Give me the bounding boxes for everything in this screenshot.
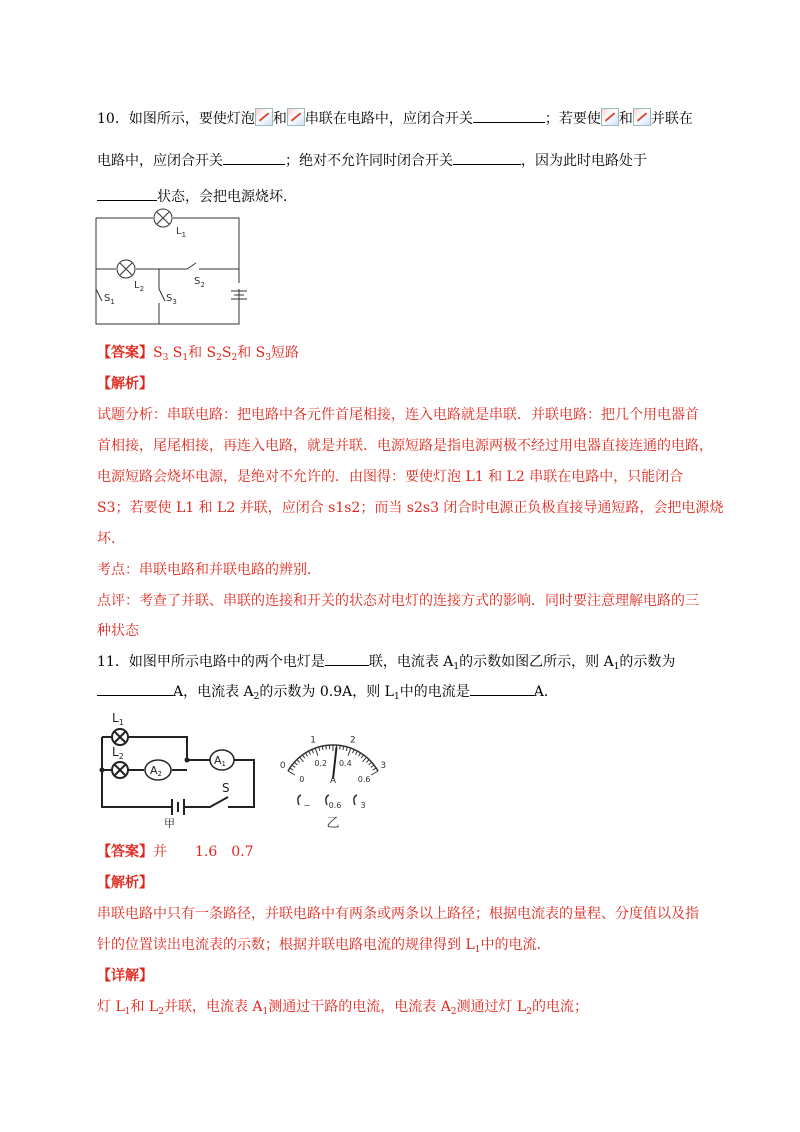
q10-text: ；绝对不允许同时闭合开关 (285, 153, 453, 169)
dial-tick (292, 765, 295, 767)
q10-analysis-line: S3；若要使 L1 和 L2 并联，应闭合 s1s2；而当 s2s3 闭合时电源正负极直接导通短路，会把电源烧 (97, 500, 724, 516)
q10-analysis-line: 试题分析：串联电路：把电路中各元件首尾相接，连入电路就是串联．并联电路：把几个用电器首 (97, 407, 699, 423)
q11-detail-line: 灯 $L_1$和 $L_2$并联，电流表 $A_1$测通过干路的电流，电流表 $A_2$测通过灯 $L_2$的电流； (97, 999, 589, 1017)
svg-text:甲: 甲 (164, 817, 175, 830)
dial-tick (290, 768, 293, 770)
terminal-icon (298, 795, 301, 805)
dial-tick (294, 762, 297, 765)
dial-tick (348, 748, 351, 756)
dial-tick (358, 753, 360, 756)
q10-text: 电路中，应闭合开关 (97, 153, 223, 169)
svg-text:A1: A1 (214, 754, 226, 768)
svg-text:A2: A2 (150, 764, 162, 778)
dial-tick (369, 762, 372, 765)
q11-line-2: A，电流表 $A_2$的示数为 0.9A，则 $L_1$中的电流是 A． (97, 681, 558, 707)
dial-tick (356, 751, 358, 755)
q10-text: 状态，会把电源烧坏． (157, 189, 297, 205)
q11-analysis-line: 串联电路中只有一条路径，并联电路中有两条或两条以上路径；根据电流表的量程、分度值以及指 (97, 906, 699, 922)
lamp-image-icon (287, 108, 305, 126)
svg-text:L2: $L_2$ (134, 280, 145, 293)
terminal-label: 3 (360, 801, 366, 810)
q10-line-2 (97, 150, 647, 171)
svg-text:L1: $L_1$ (112, 711, 124, 727)
dial-tick (353, 749, 355, 753)
dial-tick (300, 757, 304, 762)
q11-line-1: 11．如图甲所示电路中的两个电灯是 联，电流表 $A_1$的示数如图乙所示，则 $A_1$的示数为 (97, 651, 675, 677)
q10-analysis-line: 首相接，尾尾相接，再连入电路，就是并联．电源短路是指电源两极不经过用电器直接连通的电路， (97, 438, 713, 454)
dial-tick (315, 748, 318, 756)
figure-caption: 乙 (326, 816, 340, 830)
minor-tick-label: 0 (299, 775, 305, 784)
answer-blank (97, 186, 157, 201)
q10-line-3 (97, 186, 297, 207)
answer-blank (97, 681, 173, 696)
answer-blank (473, 108, 545, 123)
minor-tick-label: 0.4 (338, 759, 352, 769)
q11-analysis-label: 【解析】 (97, 875, 153, 891)
terminal-label: − (303, 801, 311, 810)
major-tick-label: 2 (349, 735, 356, 746)
svg-text:S2: $S_2$ (194, 276, 205, 289)
answer-blank (325, 651, 369, 666)
q10-text: 和 (618, 111, 633, 127)
answer-blank (470, 681, 534, 696)
svg-text:S: S (222, 781, 230, 795)
q11-answer: 【答案】并 1.6 0.7 (97, 844, 254, 860)
q10-circuit-diagram (90, 205, 250, 327)
q11-figure-jia (92, 705, 262, 830)
q10-analysis-line: 种状态 (97, 623, 139, 639)
q10-analysis-line: 点评：考查了并联、串联的连接和开关的状态对电灯的连接方式的影响．同时要注意理解电路的三 (97, 593, 699, 609)
svg-text:S1: $S_1$ (104, 293, 115, 306)
q11-detail-label: 【详解】 (97, 968, 153, 984)
lamp-image-icon (633, 108, 651, 126)
dial-tick (322, 746, 323, 750)
q10-text: 10．如图所示，要使灯泡 (97, 111, 255, 127)
major-tick-label: 0 (279, 761, 286, 771)
answer-blank (453, 150, 521, 165)
q10-text: 并联在 (650, 111, 693, 127)
answer-blank (223, 150, 285, 165)
lamp-image-icon (601, 108, 619, 126)
q10-text: ，因为此时电路处于 (521, 153, 647, 169)
major-tick-label: 3 (380, 761, 387, 771)
q11-ammeter-dial (275, 705, 395, 830)
q10-line-1 (97, 108, 693, 129)
svg-text:L1: $L_1$ (176, 226, 187, 239)
svg-text:S3: $S_3$ (166, 293, 177, 306)
dial-tick (371, 771, 378, 775)
dial-tick (361, 755, 363, 758)
q10-analysis-line: 坏． (97, 531, 125, 547)
q10-analysis-line: 考点：串联电路和并联电路的辨别． (97, 562, 321, 578)
q10-analysis-label: 【解析】 (97, 376, 153, 392)
svg-text:L2: $L_2$ (112, 745, 124, 761)
major-tick-label: 1 (310, 735, 317, 746)
dial-tick (340, 746, 341, 750)
terminal-label: 0.6 (328, 801, 342, 810)
q10-text: 串联在电路中，应闭合开关 (304, 111, 473, 127)
needle (333, 747, 336, 779)
dial-tick (309, 751, 311, 755)
dial-tick (343, 746, 344, 750)
minor-tick-label: 0.6 (357, 775, 371, 784)
dial-tick (346, 747, 347, 751)
dial-tick (366, 760, 369, 763)
dial-tick (363, 757, 367, 762)
q10-text: ；若要使 (544, 111, 601, 127)
q11-analysis-line: 针的位置读出电流表的示数；根据并联电路电流的规律得到 $L_1$中的电流． (97, 937, 551, 955)
minor-tick-label: 0.2 (314, 759, 328, 769)
q10-text: 和 (272, 111, 287, 127)
dial-tick (319, 747, 320, 751)
dial-tick (326, 746, 327, 750)
q10-analysis-line: 电源短路会烧坏电源，是绝对不允许的．由图得：要使灯泡 L1 和 L2 串联在电路中，只能闭合 (97, 469, 684, 485)
dial-tick (373, 768, 376, 770)
terminal-icon (354, 795, 357, 805)
dial-tick (297, 760, 300, 763)
dial-tick (305, 753, 307, 756)
q10-answer: 【答案】$S_3$ $S_1$和 $S_2S_2$和 $S_3$短路 (97, 345, 299, 363)
dial-tick (288, 771, 295, 775)
dial-tick (371, 765, 374, 767)
unit-label: A (329, 776, 337, 786)
dial-tick (312, 749, 314, 753)
dial-tick (302, 755, 304, 758)
lamp-image-icon (255, 108, 273, 126)
